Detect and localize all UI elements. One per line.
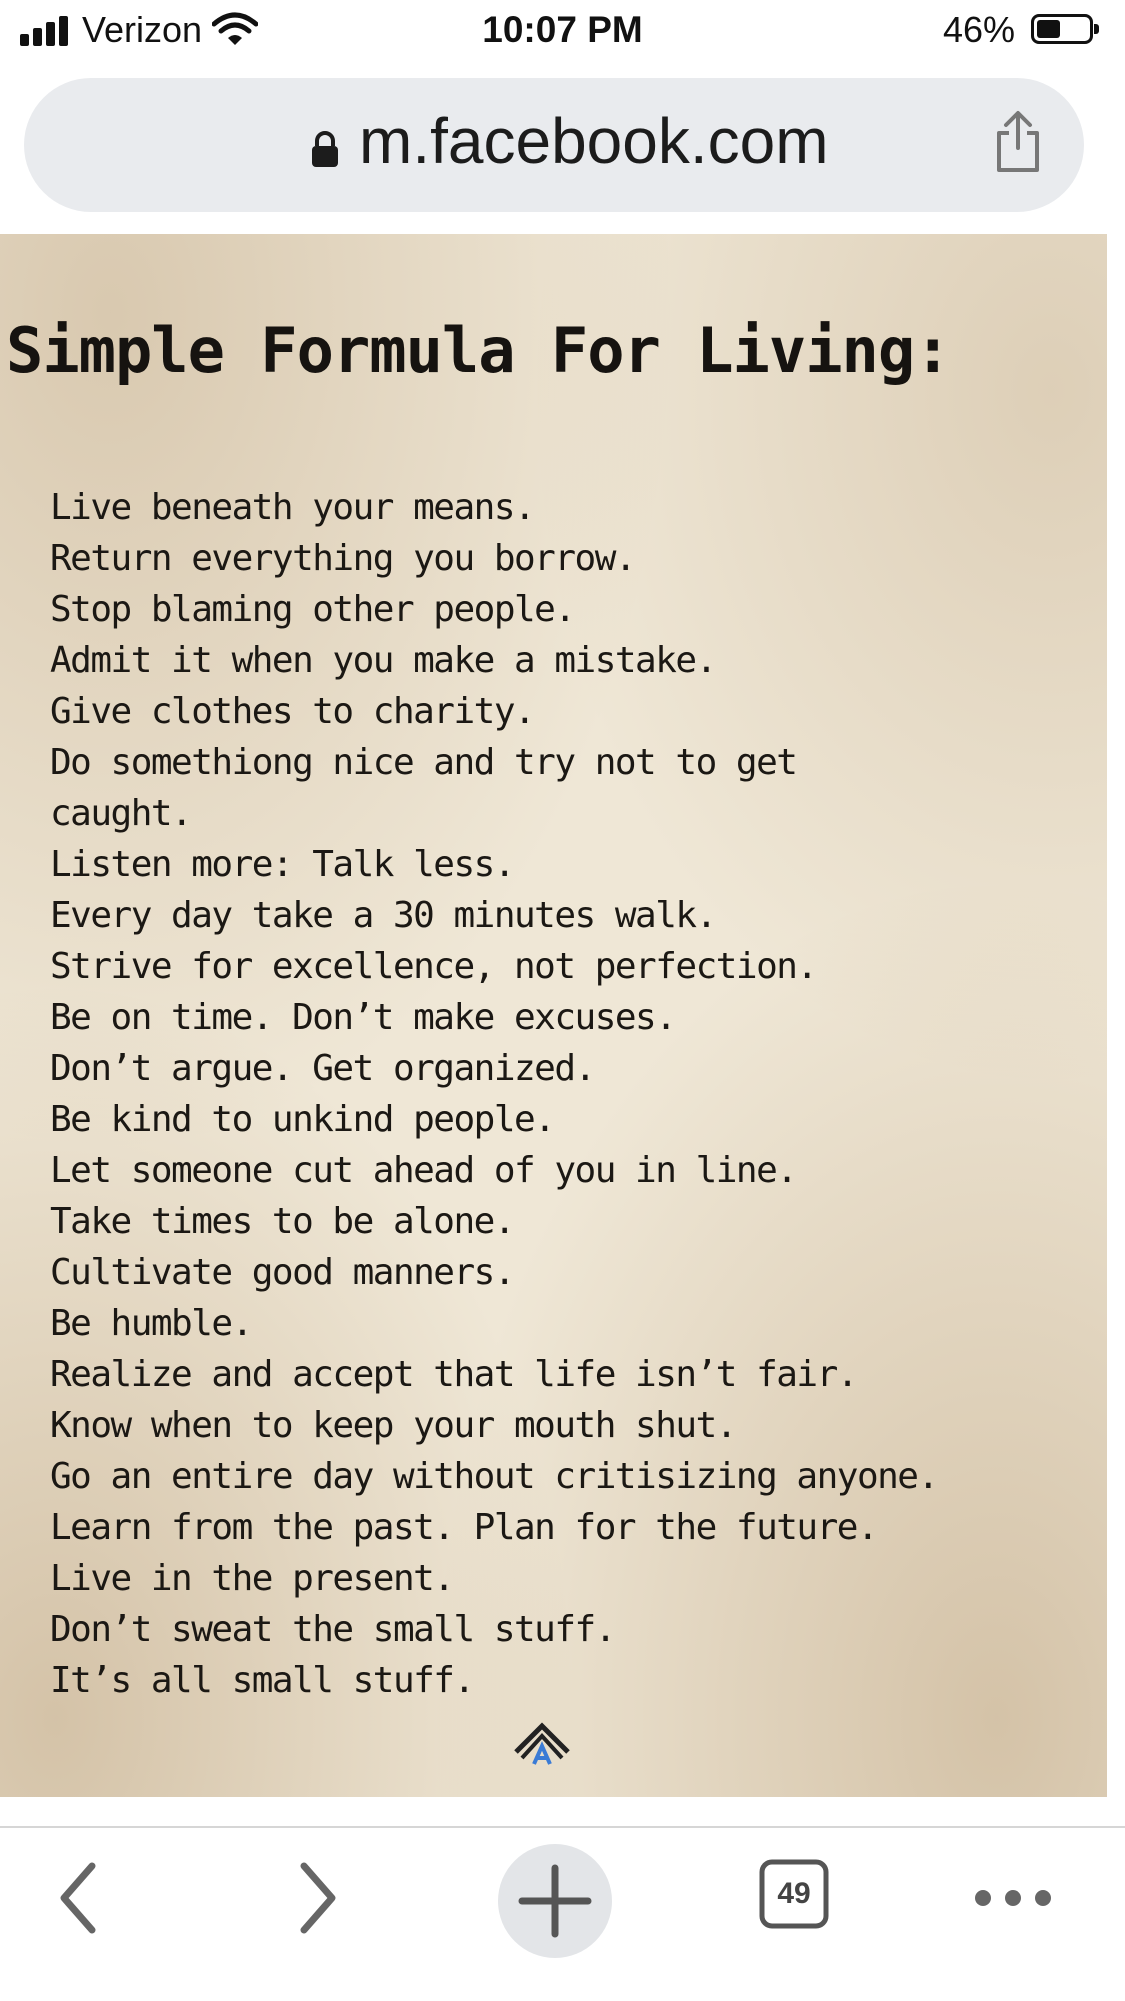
logo-icon xyxy=(514,1722,570,1766)
list-item: It’s all small stuff. xyxy=(50,1660,474,1701)
chevron-right-icon[interactable] xyxy=(286,1858,346,1938)
share-icon[interactable] xyxy=(992,108,1044,174)
list-item: Be kind to unkind people. xyxy=(50,1099,555,1140)
url-text[interactable]: m.facebook.com xyxy=(359,105,829,177)
list-item: Realize and accept that life isn’t fair. xyxy=(50,1354,857,1395)
list-item: Don’t argue. Get organized. xyxy=(50,1048,595,1089)
battery-icon xyxy=(1031,14,1093,44)
list-item: Return everything you borrow. xyxy=(50,538,636,579)
list-item: Know when to keep your mouth shut. xyxy=(50,1405,736,1446)
poster-title: Simple Formula For Living: xyxy=(6,314,951,387)
address-bar[interactable] xyxy=(24,78,1084,212)
list-item: Take times to be alone. xyxy=(50,1201,514,1242)
list-item: Stop blaming other people. xyxy=(50,589,575,630)
list-item: caught. xyxy=(50,793,192,834)
tab-count: 49 xyxy=(777,1877,811,1910)
list-item: Live beneath your means. xyxy=(50,487,535,528)
list-item: Live in the present. xyxy=(50,1558,454,1599)
list-item: Be on time. Don’t make excuses. xyxy=(50,997,676,1038)
post-image[interactable] xyxy=(0,234,1107,1797)
lock-icon xyxy=(309,130,341,168)
chevron-left-icon[interactable] xyxy=(50,1858,110,1938)
bottom-toolbar xyxy=(0,1828,1125,2001)
status-bar xyxy=(0,0,1125,60)
plus-icon xyxy=(498,1844,612,1958)
more-icon[interactable] xyxy=(968,1858,1058,1938)
list-item: Go an entire day without critisizing anyone. xyxy=(50,1456,938,1497)
list-item: Admit it when you make a mistake. xyxy=(50,640,716,681)
rules-list xyxy=(50,482,1090,1706)
new-tab-button[interactable] xyxy=(498,1844,612,1958)
list-item: Give clothes to charity. xyxy=(50,691,535,732)
list-item: Let someone cut ahead of you in line. xyxy=(50,1150,797,1191)
list-item: Cultivate good manners. xyxy=(50,1252,514,1293)
list-item: Strive for excellence, not perfection. xyxy=(50,946,817,987)
list-item: Every day take a 30 minutes walk. xyxy=(50,895,716,936)
list-item: Listen more: Talk less. xyxy=(50,844,514,885)
list-item: Be humble. xyxy=(50,1303,252,1344)
clock: 10:07 PM xyxy=(482,9,643,50)
list-item: Do somethiong nice and try not to get xyxy=(50,742,797,783)
carrier-name: Verizon xyxy=(82,9,203,50)
battery-percent: 46% xyxy=(942,9,1015,50)
list-item: Learn from the past. Plan for the future. xyxy=(50,1507,878,1548)
tabs-button[interactable] xyxy=(758,1858,830,1930)
list-item: Don’t sweat the small stuff. xyxy=(50,1609,615,1650)
